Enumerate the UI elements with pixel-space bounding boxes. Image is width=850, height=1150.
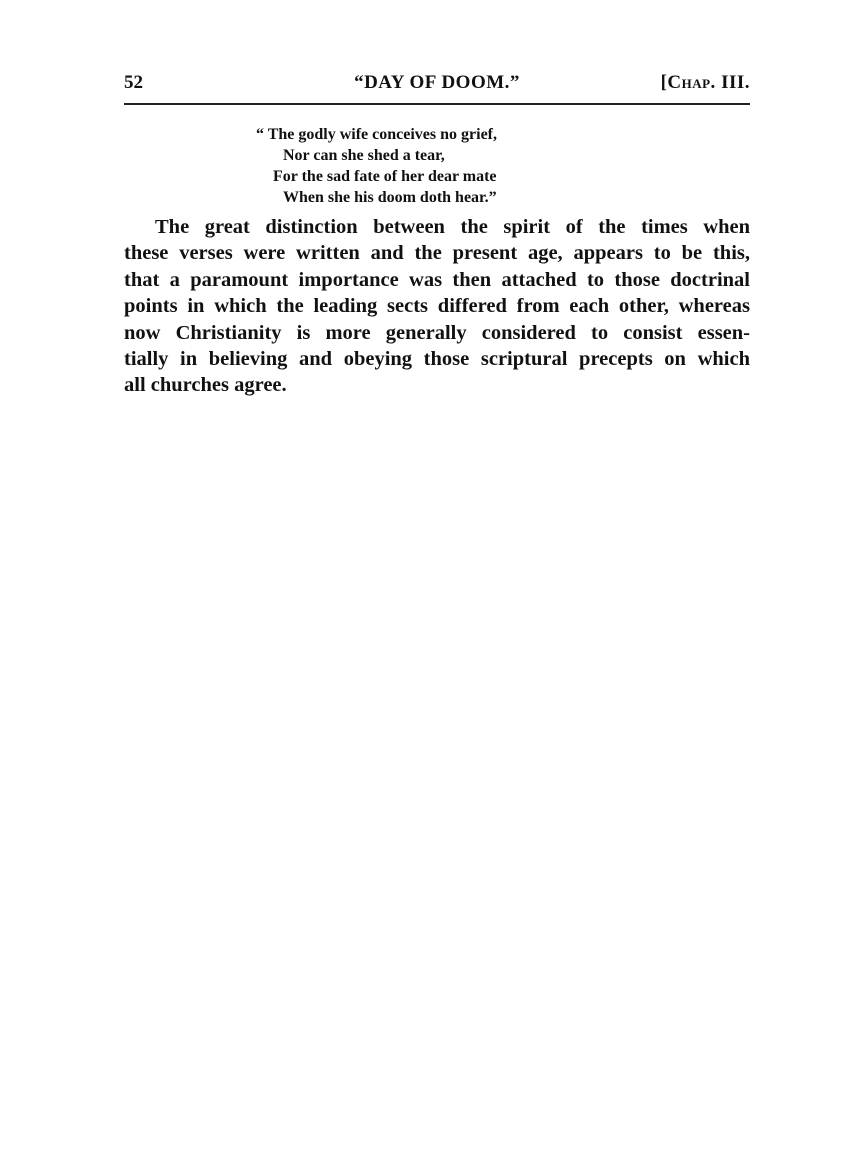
chapter-numeral: III.	[721, 72, 750, 93]
running-head	[124, 72, 750, 100]
paragraph-line: all churches agree.	[124, 374, 287, 397]
verse-line: “ The godly wife conceives no grief,	[256, 126, 498, 143]
paragraph-line: points in which the leading sects differed from each other, whereas	[124, 295, 750, 318]
verse-line: For the sad fate of her dear mate	[273, 168, 497, 185]
running-title: “DAY OF DOOM.”	[354, 72, 520, 93]
paragraph-line: these verses were written and the present age, appears to be this,	[124, 242, 750, 265]
body-paragraph	[124, 214, 750, 399]
paragraph-line: now Christianity is more generally considered to consist essen-	[124, 321, 750, 344]
chapter-label: Chap.	[667, 72, 716, 93]
chapter-marker	[661, 72, 750, 94]
header-rule	[124, 103, 750, 105]
verse-line: Nor can she shed a tear,	[283, 147, 445, 164]
page-number: 52	[124, 72, 143, 93]
paragraph-line: that a paramount importance was then attached to those doctrinal	[124, 268, 750, 291]
verse-quotation	[256, 124, 676, 208]
paragraph-line: tially in believing and obeying those scriptural precepts on which	[124, 348, 750, 371]
chapter-bracket: [	[660, 72, 668, 93]
verse-line: When she his doom doth hear.”	[283, 189, 497, 206]
paragraph-line: The great distinction between the spirit of the times when	[155, 216, 750, 238]
